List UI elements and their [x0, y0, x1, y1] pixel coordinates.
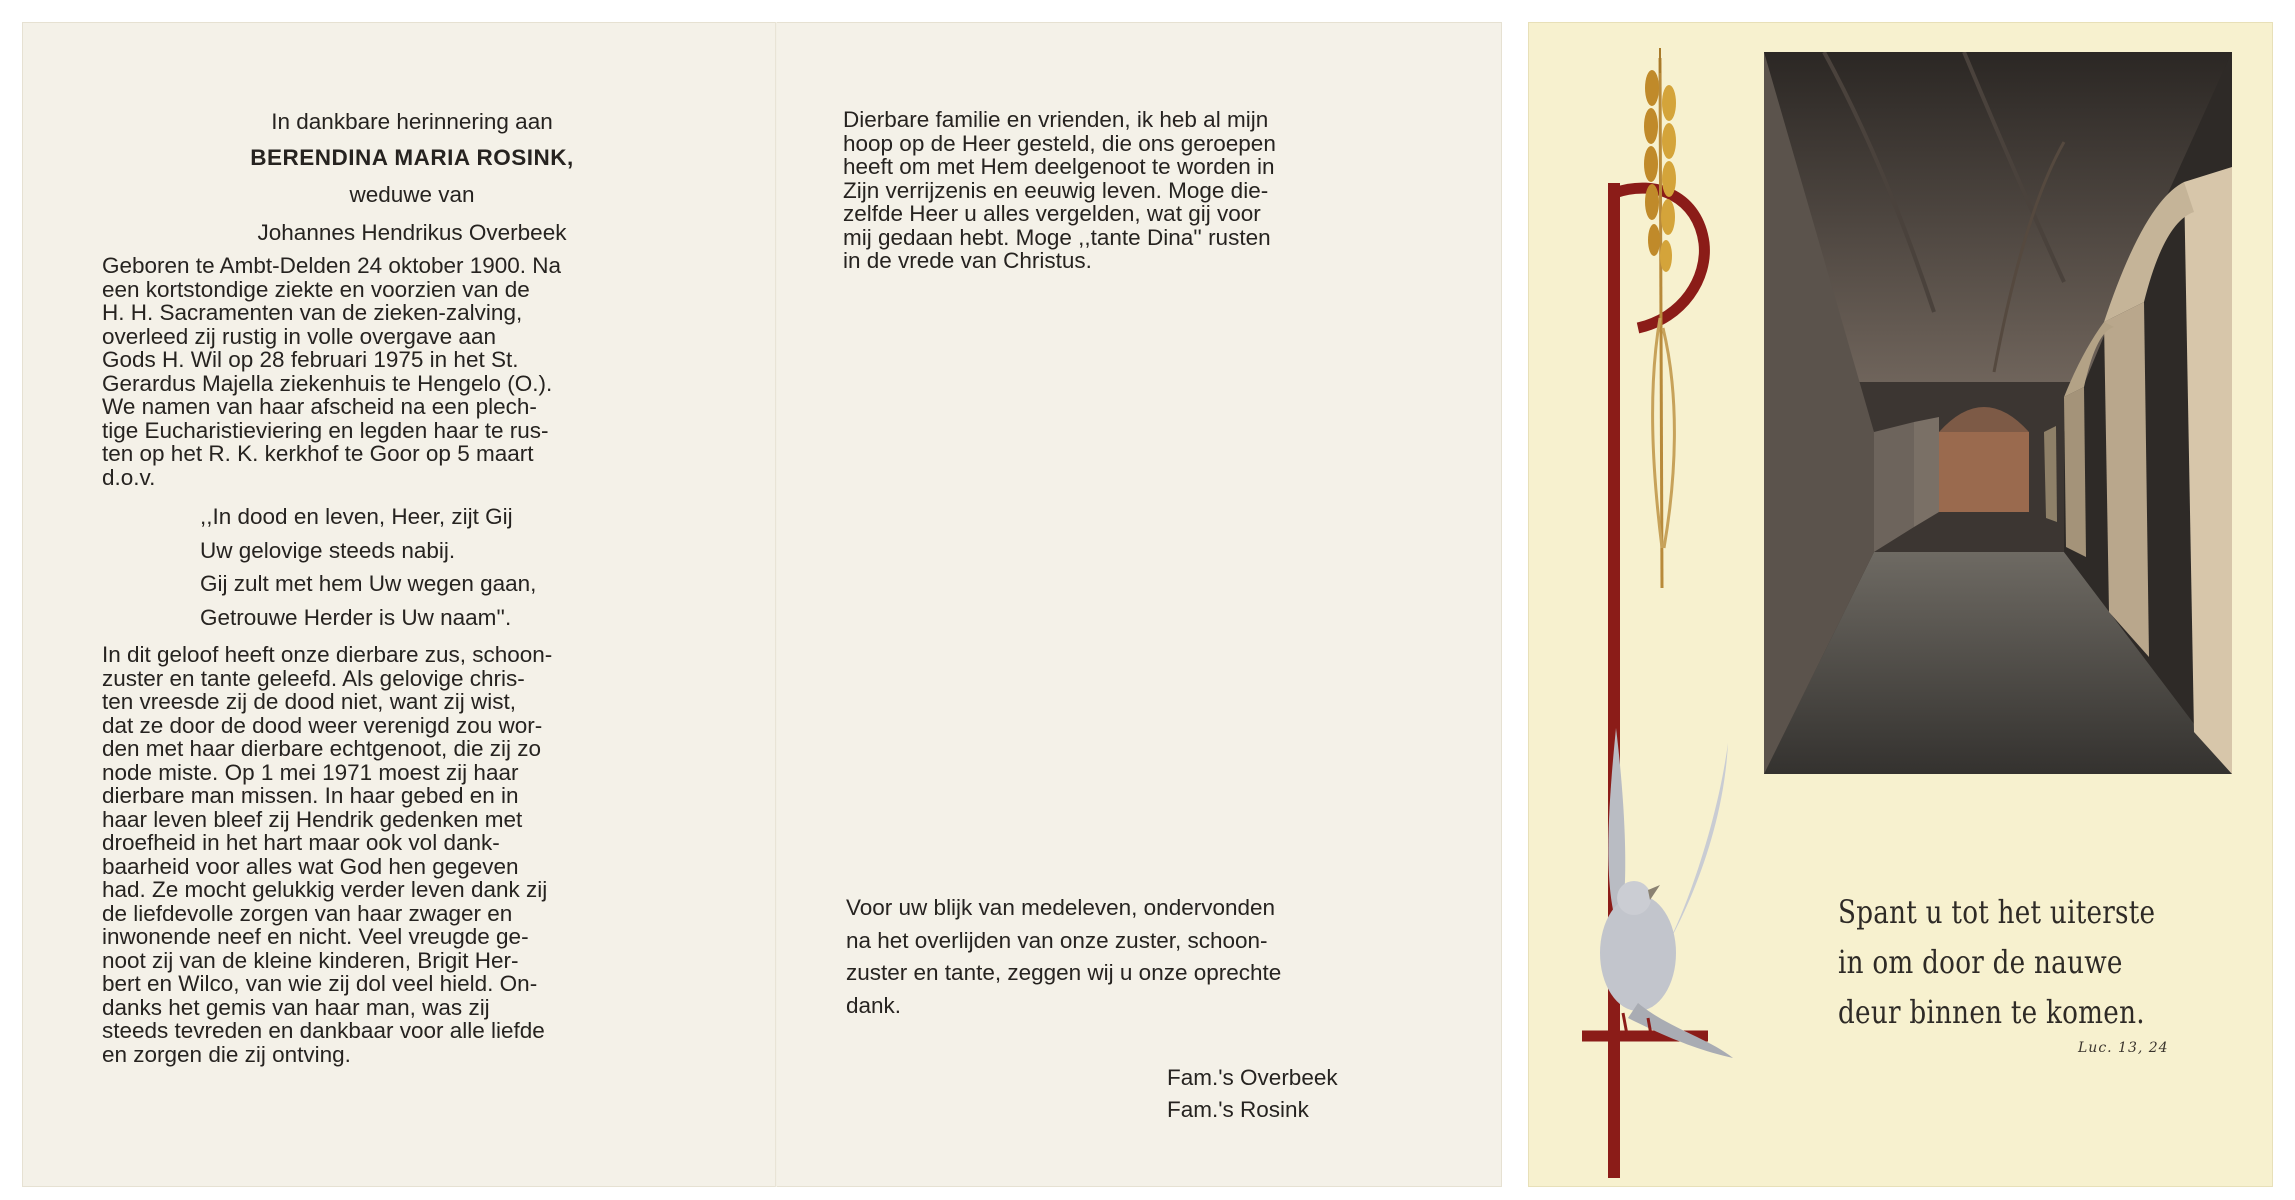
story-line: baarheid voor alles wat God hen gegeven: [102, 853, 519, 879]
signature-overbeek: Fam.'s Overbeek: [1167, 1065, 1338, 1090]
widow-of-line: weduwe van: [349, 182, 475, 207]
bio-line: H. H. Sacramenten van de zieken-zalving,: [102, 300, 523, 325]
story-line: node miste. Op 1 mei 1971 moest zij haar: [102, 759, 519, 785]
bio-line: ten op het R. K. kerkhof te Goor op 5 maart: [102, 441, 534, 466]
quote-line: deur binnen te komen.: [1838, 993, 2145, 1031]
story-line: steeds tevreden en dankbaar voor alle liefde: [102, 1018, 545, 1043]
story-line: droefheid in het hart maar ook vol dank-: [102, 830, 500, 855]
story-line: bert en Wilco, van wie zij dol veel hield. On-: [102, 971, 538, 996]
farewell-line: in de vrede van Christus.: [843, 248, 1092, 273]
story-line: haar leven bleef zij Hendrik gedenken met: [102, 806, 523, 832]
bio-line: We namen van haar afscheid na een plech-: [102, 394, 537, 419]
thanks-line: dank.: [846, 992, 902, 1018]
husband-name: Johannes Hendrikus Overbeek: [257, 219, 567, 245]
farewell-line: zelfde Heer u alles vergelden, wat gij voor: [843, 201, 1261, 226]
emblem: [1568, 28, 1748, 1183]
farewell-paragraph: [843, 108, 1455, 273]
story-line: danks het gemis van haar man, was zij: [102, 994, 490, 1020]
poem-line: Getrouwe Herder is Uw naam''.: [200, 604, 512, 630]
thanks-paragraph: [846, 892, 1458, 1022]
story-line: zuster en tante geleefd. Als gelovige chris-: [102, 665, 525, 691]
story-line: en zorgen die zij ontving.: [102, 1041, 351, 1067]
quote-line: in om door de nauwe: [1838, 943, 2123, 981]
story-line: noot zij van de kleine kinderen, Brigit Her-: [102, 947, 519, 973]
card-front-panel: [1528, 22, 2273, 1187]
center-fold: [775, 22, 777, 1187]
farewell-line: hoop op de Heer gesteld, die ons geroepen: [843, 130, 1276, 156]
dedication-line: In dankbare herinnering aan: [271, 109, 553, 134]
story-line: In dit geloof heeft onze dierbare zus, schoon-: [102, 642, 553, 667]
thanks-line: na het overlijden van onze zuster, schoon-: [846, 927, 1268, 953]
cloister-arcade-photo: [1764, 52, 2232, 774]
bio-line: d.o.v.: [102, 464, 156, 490]
bio-line: Gerardus Majella ziekenhuis te Hengelo (O.).: [102, 370, 553, 396]
poem-line: Uw gelovige steeds nabij.: [200, 537, 456, 563]
story-line: den met haar dierbare echtgenoot, die zij zo: [102, 736, 542, 761]
story-line: dat ze door de dood weer verenigd zou wor-: [102, 712, 543, 738]
poem-line: Gij zult met hem Uw wegen gaan,: [200, 571, 537, 596]
card-inner-spread: [22, 22, 1502, 1187]
thanks-line: Voor uw blijk van medeleven, ondervonden: [846, 895, 1276, 920]
story-line: inwonende neef en nicht. Veel vreugde ge-: [102, 924, 529, 949]
farewell-line: mij gedaan hebt. Moge ,,tante Dina'' rusten: [843, 224, 1271, 250]
story-line: had. Ze mocht gelukkig verder leven dank zij: [102, 877, 548, 902]
biography-paragraph: [102, 254, 722, 489]
bio-line: Geboren te Ambt-Delden 24 oktober 1900. Na: [102, 253, 562, 278]
story-line: ten vreesde zij de dood niet, want zij wist,: [102, 689, 516, 714]
bio-line: overleed zij rustig in volle overgave aan: [102, 323, 496, 349]
farewell-line: heeft om met Hem deelgenoot te worden in: [843, 154, 1275, 179]
chi-rho-cross-icon: [1582, 183, 1708, 1178]
scripture-quote: [1838, 887, 2166, 1037]
farewell-line: Zijn verrijzenis en eeuwig leven. Moge die-: [843, 177, 1269, 203]
farewell-line: Dierbare familie en vrienden, ik heb al mijn: [843, 107, 1269, 132]
deceased-name: BERENDINA MARIA ROSINK,: [250, 144, 574, 170]
quote-line: Spant u tot het uiterste: [1838, 893, 2156, 931]
story-line: de liefdevolle zorgen van haar zwager en: [102, 900, 513, 926]
bio-line: Gods H. Wil op 28 februari 1975 in het St.: [102, 347, 519, 372]
bio-line: een kortstondige ziekte en voorzien van de: [102, 276, 530, 302]
poem-line: ,,In dood en leven, Heer, zijt Gij: [200, 504, 513, 529]
signature-rosink: Fam.'s Rosink: [1167, 1097, 1309, 1122]
faith-paragraph: [102, 643, 722, 1066]
thanks-line: zuster en tante, zeggen wij u onze oprechte: [846, 960, 1282, 985]
story-line: dierbare man missen. In haar gebed en in: [102, 783, 519, 808]
obituary-left-column: [102, 110, 722, 1066]
family-signatures: [1167, 1062, 1338, 1126]
poem-stanza: [200, 505, 722, 629]
bio-line: tige Eucharistieviering en legden haar te rus-: [102, 417, 549, 443]
verse-reference: Luc. 13, 24: [2078, 1040, 2169, 1056]
